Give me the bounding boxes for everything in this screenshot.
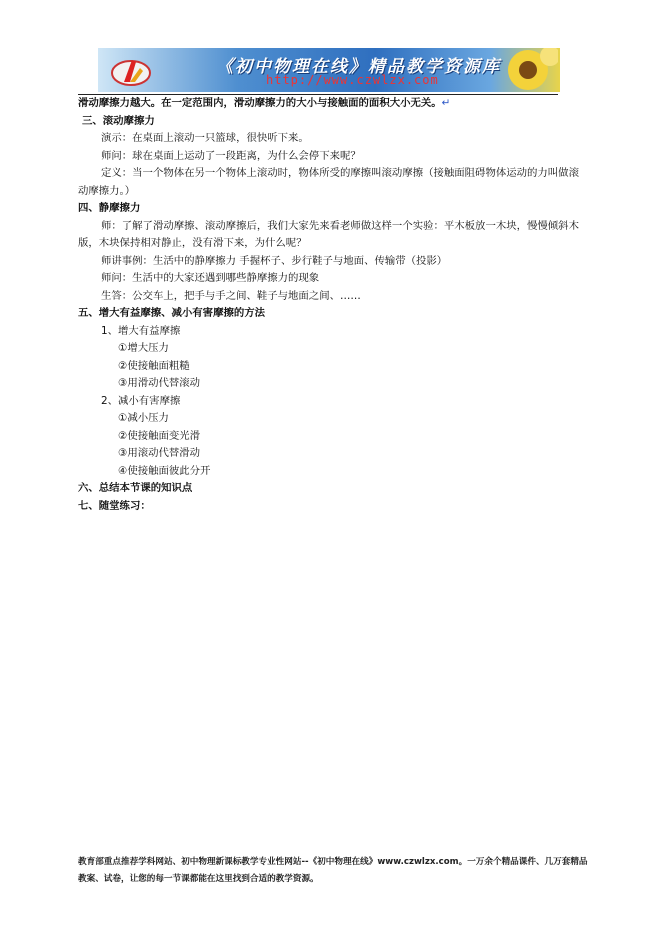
- list-item: ④使接触面彼此分开: [118, 464, 211, 477]
- rolling-demo: 演示：在桌面上滚动一只篮球，很快听下来。: [101, 132, 309, 144]
- rolling-question: 师问：球在桌面上运动了一段距离，为什么会停下来呢？: [101, 149, 361, 162]
- section-heading-static: 四、静摩擦力: [78, 202, 141, 214]
- list-item: ③用滑动代替滚动: [118, 377, 201, 389]
- static-question: 师问：生活中的大家还遇到哪些静摩擦力的现象: [101, 272, 320, 284]
- decrease-friction-heading: 2、减小有害摩擦: [101, 394, 181, 407]
- list-item: ①减小压力: [118, 412, 169, 424]
- page-footer: 教育部重点推荐学科网站、初中物理新课标教学专业性网站--《初中物理在线》www.czwlzx.com。一万余个精品课件、几万套精品教案、试卷，让您的每一节课都能在这里找到合适的教学资源。: [78, 857, 588, 884]
- static-teacher-experiment: 师：了解了滑动摩擦、滚动摩擦后，我们大家先来看老师做这样一个实验：平木板放一木块，慢慢倾斜木版，木块保持相对静止，没有滑下来，为什么呢？: [78, 219, 579, 249]
- site-logo-icon: [108, 54, 154, 88]
- list-item: ②使接触面变光滑: [118, 429, 201, 442]
- paragraph-sliding-friction: 滑动摩擦力越大。在一定范围内，滑动摩擦力的大小与接触面的面积大小无关。↵: [78, 97, 451, 109]
- list-item: ②使接触面粗糙: [118, 359, 190, 372]
- list-item: ③用滚动代替滑动: [118, 447, 201, 459]
- banner-url: http://www.czwlzx.com: [266, 73, 439, 87]
- list-item: ①增大压力: [118, 342, 169, 354]
- section-heading-rolling: 三、滚动摩擦力: [82, 114, 155, 127]
- static-student-answer: 生答：公交车上，把手与手之间、鞋子与地面之间、……: [101, 289, 361, 302]
- banner-title: 《初中物理在线》精品教学资源库: [216, 57, 501, 77]
- rolling-definition: 定义：当一个物体在另一个物体上滚动时，物体所受的摩擦叫滚动摩擦（接触面阻碍物体运动的力叫做滚动摩擦力。）: [78, 167, 579, 197]
- static-examples: 师讲事例：生活中的静摩擦力 手握杯子、步行鞋子与地面、传输带（投影）: [101, 254, 448, 267]
- document-body: [78, 95, 584, 515]
- section-heading-summary: 六、总结本节课的知识点: [78, 482, 193, 494]
- sunflower-icon: [488, 48, 558, 92]
- increase-friction-heading: 1、增大有益摩擦: [101, 324, 181, 337]
- section-heading-methods: 五、增大有益摩擦、减小有害摩擦的方法: [78, 307, 266, 319]
- header-banner: [98, 48, 560, 92]
- section-heading-practice: 七、随堂练习：: [78, 499, 151, 512]
